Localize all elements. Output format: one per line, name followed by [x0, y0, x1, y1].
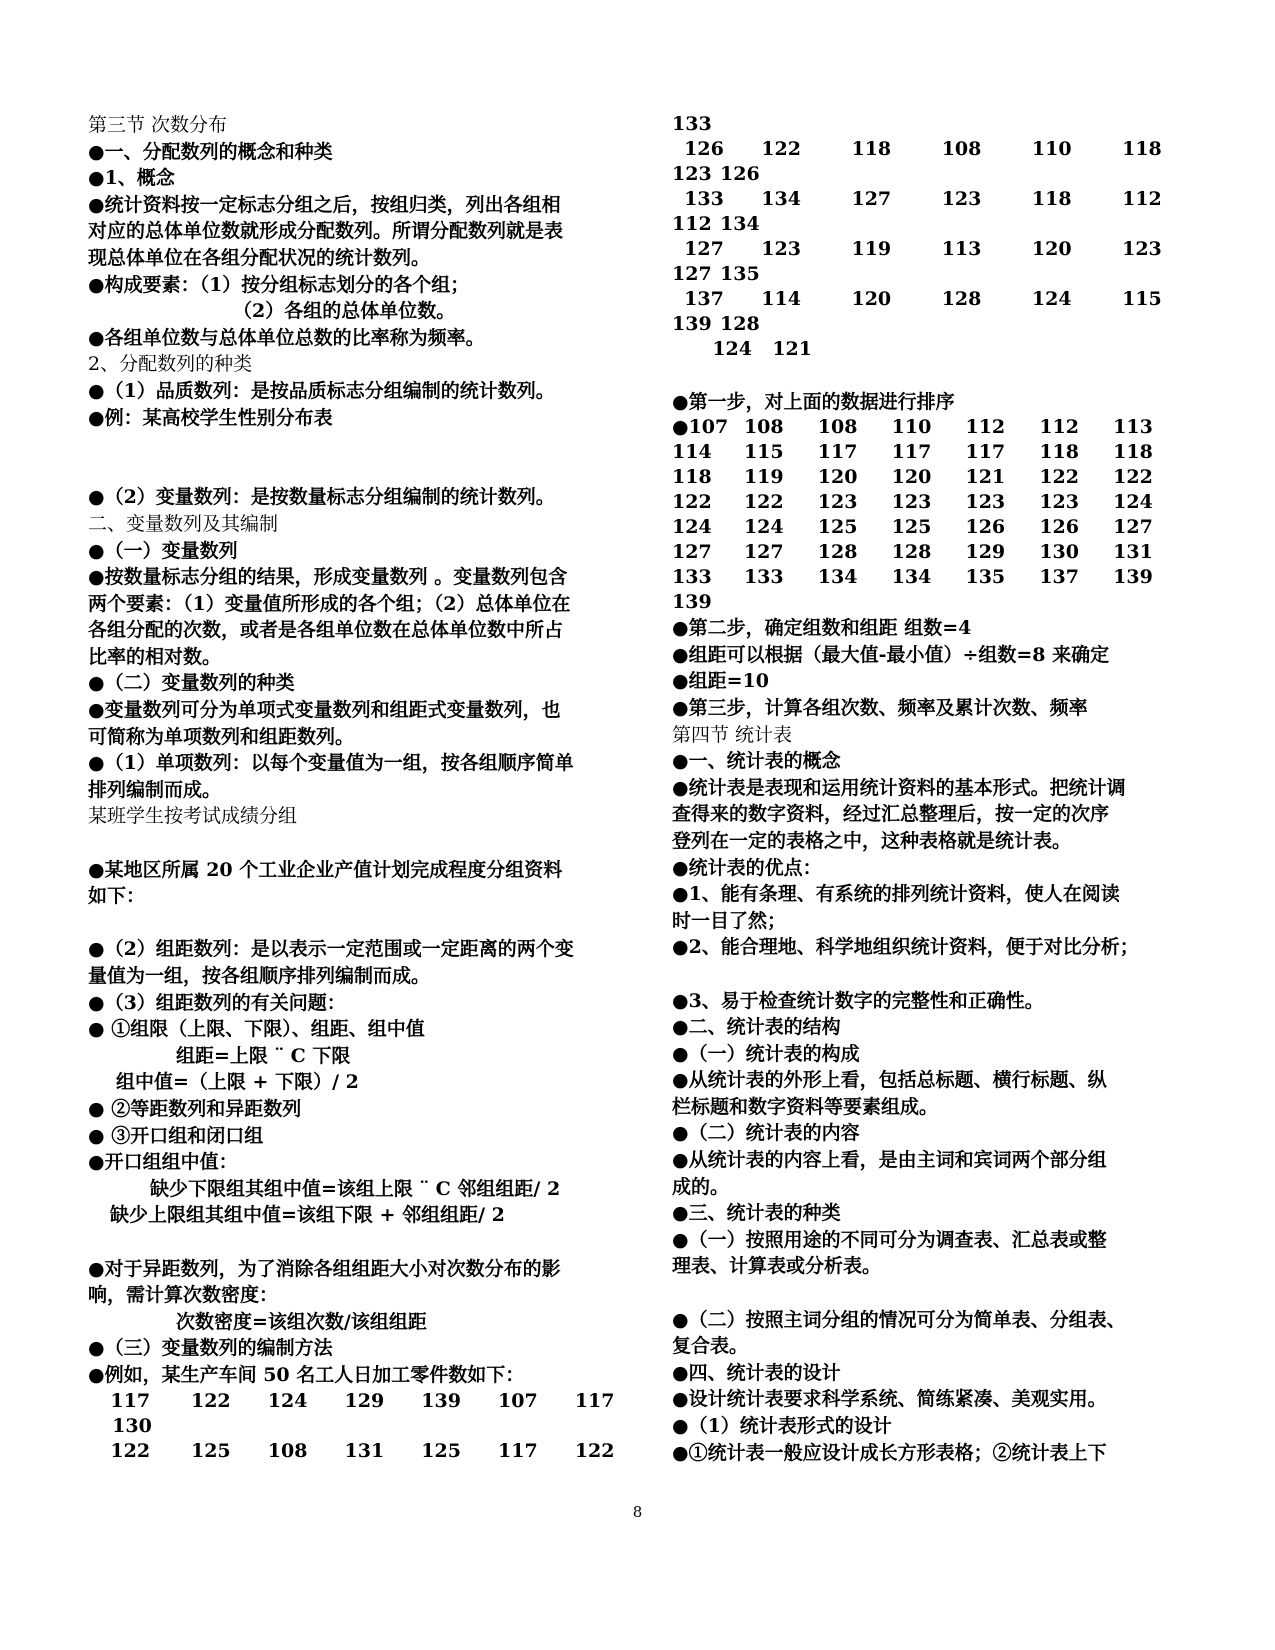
- data-value: 127: [851, 188, 892, 210]
- text-line: ●组距可以根据（最大值-最小值）÷组数=8 来确定: [672, 643, 1110, 666]
- data-value: 123: [817, 491, 858, 514]
- data-value: 126: [720, 163, 760, 185]
- data-value: 108: [267, 1439, 308, 1462]
- text-line: ●（一）变量数列: [88, 539, 238, 562]
- data-value: 130: [112, 1414, 152, 1437]
- text-line: ●二、统计表的结构: [672, 1016, 841, 1039]
- data-value: 139: [1113, 566, 1153, 589]
- data-value: 118: [1039, 441, 1079, 464]
- data-row: [672, 187, 1187, 212]
- text-line: 各组分配的次数，或者是各组单位数在总体单位数中所占: [88, 619, 564, 642]
- text-line: ●（3）组距数列的有关问题：: [88, 991, 346, 1014]
- data-value: 117: [498, 1439, 538, 1462]
- data-value: 112: [672, 213, 712, 235]
- data-row: [88, 1389, 633, 1414]
- data-value: 124: [267, 1389, 308, 1412]
- right-column: [672, 112, 1187, 1466]
- subsection-heading: 2、分配数列的种类: [88, 353, 253, 376]
- text-line: （2）各组的总体单位数。: [233, 300, 456, 323]
- data-value: 135: [965, 566, 1006, 589]
- data-value: 113: [941, 238, 982, 260]
- text-line: ●构成要素：（1）按分组标志划分的各个组；: [88, 273, 470, 296]
- data-value: 123: [761, 238, 801, 260]
- data-value: 122: [672, 491, 712, 514]
- data-value: 131: [1113, 541, 1153, 564]
- data-value: 127: [672, 541, 712, 564]
- data-value: 128: [817, 541, 858, 564]
- data-value: 137: [1039, 566, 1079, 589]
- formula-line: 组中值=（上限 + 下限）/ 2: [116, 1071, 359, 1094]
- text-line: ●设计统计表要求科学系统、简练紧凑、美观实用。: [672, 1388, 1107, 1411]
- data-value: 127: [743, 541, 784, 564]
- text-line: ●对于异距数列，为了消除各组组距大小对次数分布的影: [88, 1257, 561, 1280]
- formula-line: 缺少上限组其组中值=该组下限 + 邻组组距/ 2: [110, 1204, 505, 1227]
- data-row: [672, 565, 1187, 590]
- text-line: ●例如，某生产车间 50 名工人日加工零件数如下：: [88, 1363, 525, 1386]
- data-row: [672, 212, 1187, 237]
- text-line: ●统计表的优点：: [672, 856, 822, 879]
- text-line: ●（二）按照主词分组的情况可分为简单表、分组表、: [672, 1308, 1126, 1331]
- data-value: 118: [1031, 188, 1072, 210]
- data-value: 129: [344, 1389, 385, 1412]
- data-value: 124: [743, 516, 784, 539]
- text-line: ●统计表是表现和运用统计资料的基本形式。把统计调: [672, 776, 1126, 799]
- data-row: [672, 540, 1187, 565]
- data-row: [672, 440, 1187, 465]
- data-value: 134: [891, 566, 932, 589]
- data-value: 112: [1122, 188, 1162, 210]
- text-line: ●开口组组中值：: [88, 1151, 238, 1174]
- data-value: 125: [817, 516, 858, 539]
- text-line: ● ②等距数列和异距数列: [88, 1097, 302, 1120]
- text-line: ●2、能合理地、科学地组织统计资料，便于对比分析；: [672, 936, 1139, 959]
- data-value: 122: [574, 1439, 615, 1462]
- data-row: [672, 162, 1187, 187]
- data-value: 126: [684, 138, 724, 160]
- text-line: ●从统计表的外形上看，包括总标题、横行标题、纵: [672, 1069, 1107, 1092]
- data-value: 124: [712, 338, 752, 360]
- left-data-rows: [88, 1389, 633, 1464]
- data-value: 120: [851, 288, 892, 310]
- data-row: [672, 312, 1187, 337]
- data-value: 131: [344, 1439, 385, 1462]
- formula-line: 缺少下限组其组中值=该组上限 ¨ C 邻组组距/ 2: [150, 1177, 561, 1200]
- data-value: 139: [672, 591, 712, 614]
- data-value: 133: [672, 113, 712, 135]
- data-value: 139: [672, 313, 712, 335]
- data-value: 117: [965, 441, 1006, 464]
- text-line: 现总体单位在各组分配状况的统计数列。: [88, 246, 431, 269]
- data-value: 120: [1031, 238, 1072, 260]
- data-value: 118: [1122, 138, 1162, 160]
- data-value: 108: [743, 416, 784, 439]
- data-value: 133: [743, 566, 784, 589]
- data-value: 113: [1113, 416, 1153, 439]
- data-value: 129: [965, 541, 1006, 564]
- data-value: 135: [720, 263, 760, 285]
- data-value: 137: [684, 288, 724, 310]
- data-row: [672, 490, 1187, 515]
- data-value: 128: [891, 541, 932, 564]
- data-value: 108: [817, 416, 858, 439]
- text-line: ●某地区所属 20 个工业企业产值计划完成程度分组资料: [88, 858, 563, 881]
- data-row: [672, 415, 1187, 440]
- data-value: 130: [1039, 541, 1079, 564]
- data-value: 128: [941, 288, 982, 310]
- data-value: 118: [672, 466, 712, 489]
- data-value: 122: [743, 491, 784, 514]
- data-value: 134: [720, 213, 760, 235]
- text-line: 时一目了然；: [672, 909, 787, 932]
- data-value: 122: [1113, 466, 1153, 489]
- data-row: [672, 287, 1187, 312]
- text-line: ●（1）统计表形式的设计: [672, 1415, 892, 1437]
- left-column: [88, 112, 633, 1464]
- data-value: 117: [110, 1389, 151, 1412]
- data-value: 127: [672, 263, 712, 285]
- text-line: 两个要素：（1）变量值所形成的各个组；（2）总体单位在: [88, 592, 571, 615]
- data-value: 126: [1039, 516, 1079, 539]
- data-value: 125: [891, 516, 932, 539]
- data-value: 124: [1031, 288, 1072, 310]
- data-value: 123: [891, 491, 932, 514]
- text-line: 对应的总体单位数就形成分配数列。所谓分配数列就是表: [88, 220, 564, 243]
- data-value: 110: [1031, 138, 1072, 160]
- text-line: ●（1）品质数列：是按品质标志分组编制的统计数列。: [88, 379, 555, 402]
- data-value: 139: [421, 1389, 461, 1412]
- data-value: 112: [965, 416, 1006, 439]
- data-row: [672, 337, 1187, 362]
- text-line: 排列编制而成。: [88, 778, 222, 801]
- text-line: 复合表。: [672, 1335, 749, 1358]
- text-line: ●（三）变量数列的编制方法: [88, 1337, 333, 1360]
- text-line: 如下：: [88, 885, 146, 908]
- data-value: 123: [941, 188, 982, 210]
- data-value: 117: [891, 441, 932, 464]
- text-line: ●组距=10: [672, 670, 769, 693]
- text-line: 栏标题和数字资料等要素组成。: [672, 1095, 939, 1118]
- data-value: 121: [772, 338, 812, 360]
- text-line: 成的。: [672, 1175, 730, 1198]
- data-value: 133: [672, 566, 712, 589]
- data-value: 122: [110, 1439, 151, 1462]
- data-value: 124: [672, 516, 712, 539]
- data-row: [672, 137, 1187, 162]
- text-line: ●（一）按照用途的不同可分为调查表、汇总表或整: [672, 1228, 1107, 1251]
- data-value: 133: [684, 188, 724, 210]
- data-value: 128: [720, 313, 760, 335]
- text-line: ●（二）统计表的内容: [672, 1122, 860, 1145]
- text-line: 比率的相对数。: [88, 645, 222, 668]
- data-value: 120: [817, 466, 858, 489]
- data-value: 119: [851, 238, 892, 260]
- data-value: 107: [498, 1389, 538, 1412]
- text-line: ●（二）变量数列的种类: [88, 672, 295, 695]
- data-value: 125: [421, 1439, 461, 1462]
- data-value: 119: [743, 466, 784, 489]
- data-row: [672, 465, 1187, 490]
- data-value: 122: [761, 138, 801, 160]
- data-value: 120: [891, 466, 932, 489]
- caption-line: 某班学生按考试成绩分组: [88, 805, 298, 828]
- data-row: [88, 1439, 633, 1464]
- data-value: 121: [965, 466, 1006, 489]
- data-value: 112: [1039, 416, 1079, 439]
- text-line: ●变量数列可分为单项式变量数列和组距式变量数列，也: [88, 699, 561, 722]
- text-line: ●第三步，计算各组次数、频率及累计次数、频率: [672, 696, 1088, 719]
- text-line: ●第一步，对上面的数据进行排序: [672, 390, 955, 413]
- text-line: ●从统计表的内容上看，是由主词和宾词两个部分组: [672, 1149, 1107, 1172]
- data-row: [672, 515, 1187, 540]
- text-line: ●各组单位数与总体单位总数的比率称为频率。: [88, 326, 485, 349]
- text-line: 理表、计算表或分析表。: [672, 1255, 882, 1278]
- text-line: ●（1）单项数列：以每个变量值为一组，按各组顺序简单: [88, 752, 574, 775]
- text-line: ●按数量标志分组的结果，形成变量数列 。变量数列包含: [88, 566, 568, 589]
- text-line: ●例：某高校学生性别分布表: [88, 406, 333, 429]
- data-value: 125: [190, 1439, 231, 1462]
- text-line: ●（一）统计表的构成: [672, 1042, 860, 1065]
- text-line: ●四、统计表的设计: [672, 1361, 841, 1384]
- data-value: 123: [1122, 238, 1162, 260]
- text-line: ●第二步，确定组数和组距 组数=4: [672, 617, 972, 640]
- subsection-heading: 二、变量数列及其编制: [88, 512, 279, 535]
- data-value: 123: [672, 163, 712, 185]
- data-value: 122: [190, 1389, 231, 1412]
- text-line: 量值为一组，按各组顺序排列编制而成。: [88, 965, 431, 987]
- data-value: 108: [941, 138, 982, 160]
- data-value: 114: [672, 441, 712, 464]
- text-line: ●（2）变量数列：是按数量标志分组编制的统计数列。: [88, 486, 555, 509]
- data-value: 127: [1113, 516, 1153, 539]
- data-value: 122: [1039, 466, 1079, 489]
- right-data-rows: [672, 112, 1187, 362]
- data-value: 115: [1122, 288, 1162, 310]
- data-row: [88, 1414, 633, 1439]
- data-value: 110: [891, 416, 932, 439]
- data-value: ●107: [672, 416, 729, 439]
- text-line: 可简称为单项数列和组距数列。: [88, 725, 355, 748]
- data-value: 115: [743, 441, 784, 464]
- data-value: 127: [684, 238, 724, 260]
- text-line: 响，需计算次数密度：: [88, 1284, 279, 1307]
- data-value: 123: [1039, 491, 1079, 514]
- data-value: 118: [1113, 441, 1153, 464]
- text-line: ●（2）组距数列：是以表示一定范围或一定距离的两个变: [88, 938, 574, 961]
- data-row: [672, 112, 1187, 137]
- text-line: 查得来的数字资料，经过汇总整理后，按一定的次序: [672, 803, 1110, 826]
- data-value: 118: [851, 138, 892, 160]
- text-line: ●①统计表一般应设计成长方形表格；②统计表上下: [672, 1441, 1107, 1464]
- formula-line: 组距=上限 ¨ C 下限: [176, 1044, 351, 1067]
- page-number: 8: [632, 1503, 643, 1521]
- data-row: [672, 590, 1187, 615]
- data-row: [672, 262, 1187, 287]
- text-line: ● ③开口组和闭口组: [88, 1124, 264, 1147]
- text-line: ●统计资料按一定标志分组之后，按组归类，列出各组相: [88, 193, 561, 216]
- data-row: [672, 237, 1187, 262]
- text-line: ●一、分配数列的概念和种类: [88, 140, 333, 163]
- text-line: ●3、易于检查统计数字的完整性和正确性。: [672, 989, 1044, 1012]
- data-value: 134: [761, 188, 801, 210]
- section-heading: 第四节 统计表: [672, 723, 793, 746]
- text-line: ●1、概念: [88, 167, 175, 190]
- data-value: 123: [965, 491, 1006, 514]
- sorted-data-rows: [672, 415, 1187, 615]
- section-heading: 第三节 次数分布: [88, 114, 228, 136]
- data-value: 114: [761, 288, 801, 310]
- data-value: 124: [1113, 491, 1153, 514]
- text-line: 登列在一定的表格之中，这种表格就是统计表。: [672, 829, 1072, 852]
- text-line: ●三、统计表的种类: [672, 1202, 841, 1225]
- data-value: 134: [817, 566, 858, 589]
- data-value: 126: [965, 516, 1006, 539]
- data-value: 117: [574, 1389, 615, 1412]
- text-line: ● ①组限（上限、下限）、组距、组中值: [88, 1018, 425, 1041]
- text-line: ●1、能有条理、有系统的排列统计资料，使人在阅读: [672, 883, 1120, 906]
- data-value: 117: [817, 441, 858, 464]
- formula-line: 次数密度=该组次数/该组组距: [176, 1310, 427, 1333]
- text-line: ●一、统计表的概念: [672, 750, 841, 773]
